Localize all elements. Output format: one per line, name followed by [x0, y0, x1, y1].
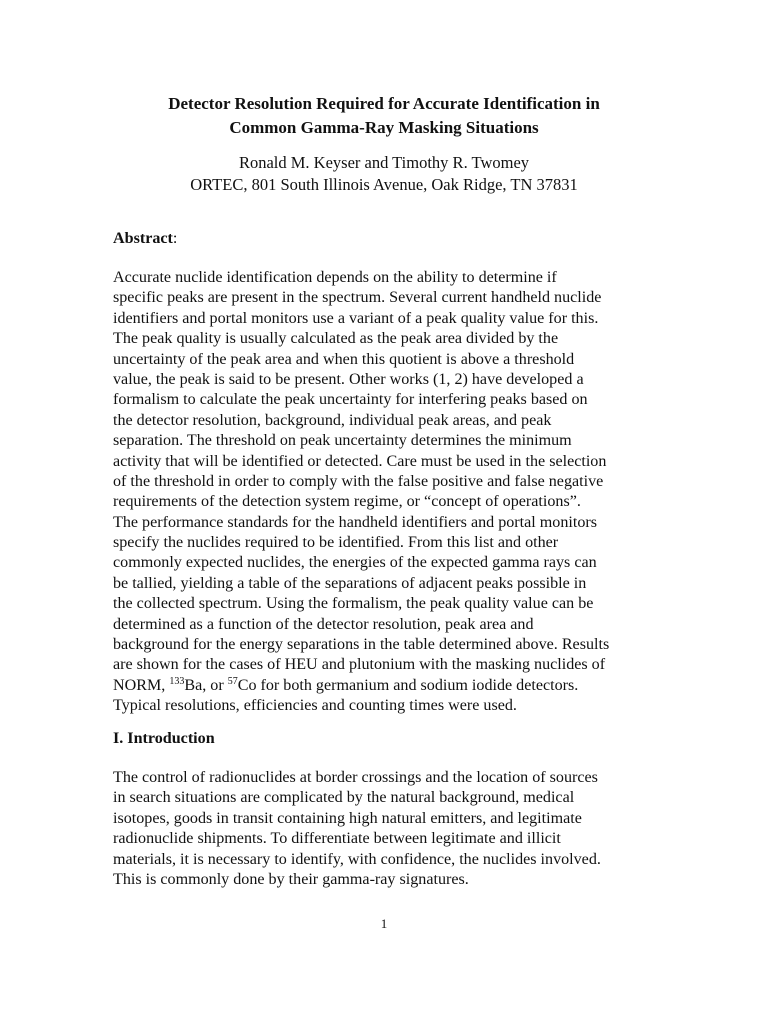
page-number: 1: [380, 916, 388, 931]
introduction-line: This is commonly done by their gamma-ray signatures.: [113, 870, 469, 888]
abstract-line: are shown for the cases of HEU and plutonium with the masking nuclides of: [113, 656, 606, 674]
abstract-norm-line: [113, 676, 673, 696]
abstract-heading: [113, 229, 177, 249]
co-symbol-text: Co for both germanium and sodium iodide detectors.: [237, 676, 579, 694]
introduction-line: radionuclide shipments. To differentiate between legitimate and illicit: [113, 830, 561, 848]
abstract-line: commonly expected nuclides, the energies of the expected gamma rays can: [113, 554, 597, 572]
abstract-line: identifiers and portal monitors use a variant of a peak quality value for this.: [113, 309, 599, 327]
abstract-line: Accurate nuclide identification depends on the ability to determine if: [113, 269, 557, 286]
author-block: [80, 152, 688, 196]
abstract-line: determined as a function of the detector resolution, peak area and: [113, 615, 534, 633]
abstract-line: separation. The threshold on peak uncertainty determines the minimum: [113, 432, 572, 450]
co-mass-number: 57: [227, 675, 238, 687]
abstract-line: formalism to calculate the peak uncertainty for interfering peaks based on: [113, 391, 588, 409]
paper-title-line-1: Detector Resolution Required for Accurate Identification in: [168, 94, 600, 113]
abstract-line: uncertainty of the peak area and when this quotient is above a threshold: [113, 350, 575, 368]
author-affiliation: ORTEC, 801 South Illinois Avenue, Oak Ridge, TN 37831: [190, 175, 578, 194]
abstract-line: specify the nuclides required to be identified. From this list and other: [113, 534, 559, 552]
abstract-line: The performance standards for the handheld identifiers and portal monitors: [113, 513, 597, 531]
abstract-line: value, the peak is said to be present. Other works (1, 2) have developed a: [113, 370, 584, 388]
abstract-line: the collected spectrum. Using the formalism, the peak quality value can be: [113, 595, 594, 613]
abstract-line: activity that will be identified or detected. Care must be used in the selection: [113, 452, 607, 470]
abstract-line: be tallied, yielding a table of the separations of adjacent peaks possible in: [113, 574, 587, 592]
abstract-line: the detector resolution, background, individual peak areas, and peak: [113, 411, 552, 429]
introduction-line: isotopes, goods in transit containing high natural emitters, and legitimate: [113, 809, 582, 827]
introduction-heading-label: I. Introduction: [113, 730, 215, 747]
abstract-line: specific peaks are present in the spectrum. Several current handheld nuclide: [113, 289, 602, 307]
introduction-line: The control of radionuclides at border crossings and the location of sources: [113, 769, 598, 786]
abstract-body: [113, 268, 673, 717]
abstract-heading-colon: :: [172, 230, 178, 247]
introduction-line: in search situations are complicated by the natural background, medical: [113, 789, 575, 807]
ba-symbol-text: Ba, or: [184, 676, 228, 694]
introduction-heading: [113, 729, 215, 749]
author-names: Ronald M. Keyser and Timothy R. Twomey: [238, 153, 530, 172]
abstract-line: requirements of the detection system regime, or “concept of operations”.: [113, 493, 581, 511]
abstract-heading-label: Abstract: [113, 230, 173, 247]
introduction-body: [113, 768, 673, 890]
abstract-line: background for the energy separations in the table determined above. Results: [113, 636, 610, 654]
paper-title-line-2: Common Gamma-Ray Masking Situations: [229, 118, 539, 137]
ba-mass-number: 133: [169, 675, 185, 687]
abstract-line: Typical resolutions, efficiencies and counting times were used.: [113, 697, 517, 715]
norm-prefix: NORM,: [113, 676, 170, 694]
paper-title: [80, 92, 688, 140]
abstract-line: of the threshold in order to comply with the false positive and false negative: [113, 472, 604, 490]
abstract-line: The peak quality is usually calculated as the peak area divided by the: [113, 330, 559, 348]
introduction-line: materials, it is necessary to identify, with confidence, the nuclides involved.: [113, 850, 601, 868]
